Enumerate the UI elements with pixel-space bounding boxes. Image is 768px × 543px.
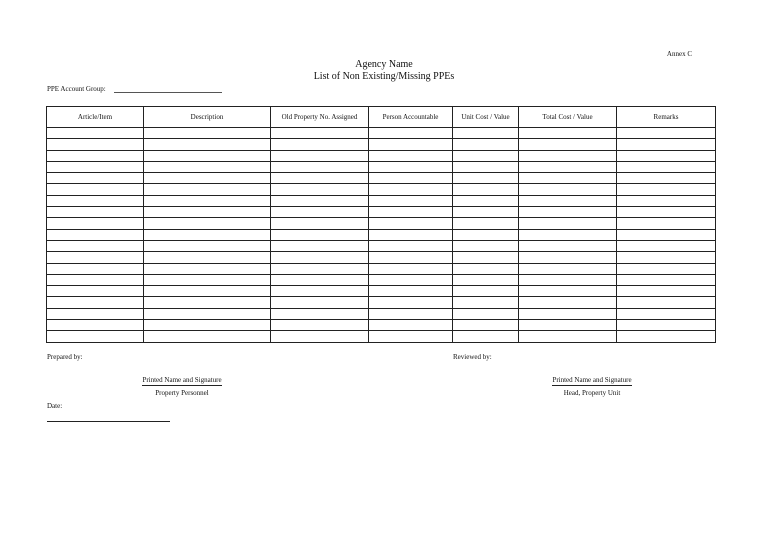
table-row [47,128,716,139]
table-row [47,184,716,195]
table-cell[interactable] [519,195,617,206]
table-cell[interactable] [519,128,617,139]
column-header: Person Accountable [369,107,453,128]
table-cell[interactable] [47,218,144,229]
table-cell[interactable] [519,139,617,150]
table-cell[interactable] [271,195,369,206]
table-cell[interactable] [271,128,369,139]
table-cell[interactable] [47,128,144,139]
title-block [0,59,768,83]
table-cell[interactable] [47,195,144,206]
table-row [47,308,716,319]
table-cell[interactable] [617,184,716,195]
date-label: Date: [47,402,63,410]
table-cell[interactable] [144,128,271,139]
table-cell[interactable] [144,320,271,331]
reviewed-by-signature [532,376,652,397]
prepared-by-role: Property Personnel [155,389,209,397]
table-cell[interactable] [47,150,144,161]
table-cell[interactable] [519,252,617,263]
table-cell[interactable] [453,252,519,263]
table-cell[interactable] [453,229,519,240]
table-cell[interactable] [519,263,617,274]
table-cell[interactable] [617,173,716,184]
table-cell[interactable] [271,308,369,319]
table-cell[interactable] [453,207,519,218]
table-cell[interactable] [369,308,453,319]
table-row [47,150,716,161]
table-cell[interactable] [271,139,369,150]
table-row [47,331,716,342]
table-cell[interactable] [271,263,369,274]
table-cell[interactable] [47,229,144,240]
table-cell[interactable] [144,274,271,285]
prepared-by-name-caption: Printed Name and Signature [142,376,222,384]
table-cell[interactable] [144,229,271,240]
table-cell[interactable] [519,161,617,172]
table-row [47,320,716,331]
prepared-by-signature [122,376,242,397]
table-row [47,195,716,206]
table-cell[interactable] [47,240,144,251]
table-cell[interactable] [144,195,271,206]
table-cell[interactable] [47,331,144,342]
table-cell[interactable] [369,150,453,161]
table-cell[interactable] [369,128,453,139]
table-cell[interactable] [369,331,453,342]
table-cell[interactable] [144,240,271,251]
table-cell[interactable] [453,128,519,139]
table-cell[interactable] [369,184,453,195]
table-cell[interactable] [369,173,453,184]
table-cell[interactable] [369,274,453,285]
table-cell[interactable] [369,320,453,331]
table-cell[interactable] [144,252,271,263]
table-cell[interactable] [369,207,453,218]
table-cell[interactable] [271,184,369,195]
table-cell[interactable] [617,331,716,342]
table-cell[interactable] [47,207,144,218]
table-cell[interactable] [144,184,271,195]
annex-label: Annex C [666,50,692,58]
table-cell[interactable] [519,308,617,319]
table-cell[interactable] [144,218,271,229]
table-cell[interactable] [617,128,716,139]
table-cell[interactable] [271,229,369,240]
table-cell[interactable] [453,173,519,184]
table-cell[interactable] [369,286,453,297]
table-cell[interactable] [369,195,453,206]
table-cell[interactable] [271,161,369,172]
table-cell[interactable] [271,286,369,297]
table-cell[interactable] [369,240,453,251]
table-row [47,161,716,172]
table-cell[interactable] [47,173,144,184]
table-cell[interactable] [144,161,271,172]
table-cell[interactable] [144,297,271,308]
table-cell[interactable] [453,184,519,195]
table-cell[interactable] [617,286,716,297]
reviewed-by-name-caption: Printed Name and Signature [552,376,632,384]
table-cell[interactable] [271,252,369,263]
account-group-label: PPE Account Group: [47,85,106,93]
table-cell[interactable] [144,331,271,342]
table-cell[interactable] [369,139,453,150]
table-row [47,297,716,308]
table-cell[interactable] [519,229,617,240]
table-cell[interactable] [271,150,369,161]
table-cell[interactable] [144,173,271,184]
table-cell[interactable] [453,286,519,297]
table-cell[interactable] [369,218,453,229]
reviewed-by-role: Head, Property Unit [563,389,621,397]
table-row [47,286,716,297]
table-cell[interactable] [144,286,271,297]
table-cell[interactable] [47,286,144,297]
table-row [47,229,716,240]
table-cell[interactable] [519,331,617,342]
table-cell[interactable] [453,297,519,308]
table-cell[interactable] [519,218,617,229]
table-row [47,252,716,263]
column-header: Article/Item [47,107,144,128]
table-cell[interactable] [144,263,271,274]
table-cell[interactable] [519,240,617,251]
table-header-row [47,107,716,128]
table-cell[interactable] [369,252,453,263]
table-cell[interactable] [617,240,716,251]
table-cell[interactable] [617,207,716,218]
table-row [47,173,716,184]
table-cell[interactable] [47,320,144,331]
table-cell[interactable] [271,240,369,251]
table-cell[interactable] [47,252,144,263]
table-cell[interactable] [453,150,519,161]
table-cell[interactable] [617,297,716,308]
table-cell[interactable] [47,308,144,319]
table-cell[interactable] [144,139,271,150]
table-cell[interactable] [144,150,271,161]
table-body [47,128,716,343]
table-cell[interactable] [369,161,453,172]
ppe-table [46,106,716,343]
table-cell[interactable] [617,139,716,150]
table-cell[interactable] [144,207,271,218]
reviewed-by-label: Reviewed by: [453,353,492,361]
prepared-by-label: Prepared by: [47,353,83,361]
table-cell[interactable] [519,173,617,184]
document-title: List of Non Existing/Missing PPEs [313,71,455,82]
table-cell[interactable] [519,320,617,331]
table-cell[interactable] [369,229,453,240]
column-header: Description [144,107,271,128]
table-cell[interactable] [453,240,519,251]
table-cell[interactable] [271,297,369,308]
table-cell[interactable] [453,161,519,172]
agency-name: Agency Name [355,59,413,70]
table-cell[interactable] [617,308,716,319]
table-cell[interactable] [271,331,369,342]
table-cell[interactable] [519,297,617,308]
table-cell[interactable] [519,184,617,195]
table-row [47,139,716,150]
column-header: Total Cost / Value [519,107,617,128]
table-cell[interactable] [271,320,369,331]
table-cell[interactable] [47,139,144,150]
table-cell[interactable] [617,274,716,285]
table-cell[interactable] [144,308,271,319]
table-cell[interactable] [47,161,144,172]
table-cell[interactable] [47,297,144,308]
table-cell[interactable] [617,195,716,206]
table-cell[interactable] [369,297,453,308]
table-cell[interactable] [47,274,144,285]
table-cell[interactable] [519,286,617,297]
table-cell[interactable] [453,139,519,150]
table-cell[interactable] [617,161,716,172]
column-header: Old Property No. Assigned [271,107,369,128]
table-cell[interactable] [453,274,519,285]
table-cell[interactable] [47,263,144,274]
table-cell[interactable] [519,207,617,218]
table-cell[interactable] [617,320,716,331]
table-cell[interactable] [519,150,617,161]
account-group-row [47,85,222,93]
column-header: Remarks [617,107,716,128]
table-cell[interactable] [453,331,519,342]
table-row [47,240,716,251]
date-field[interactable] [47,421,170,422]
table-cell[interactable] [271,218,369,229]
table-cell[interactable] [453,218,519,229]
table-cell[interactable] [453,195,519,206]
table-cell[interactable] [453,308,519,319]
table-cell[interactable] [271,173,369,184]
table-cell[interactable] [453,263,519,274]
table-cell[interactable] [453,320,519,331]
table-cell[interactable] [271,274,369,285]
column-header: Unit Cost / Value [453,107,519,128]
table-row [47,263,716,274]
account-group-field[interactable] [114,85,222,93]
table-cell[interactable] [271,207,369,218]
table-cell[interactable] [617,229,716,240]
table-cell[interactable] [47,184,144,195]
table-cell[interactable] [519,274,617,285]
table-cell[interactable] [617,263,716,274]
table-cell[interactable] [369,263,453,274]
table-row [47,207,716,218]
table-cell[interactable] [617,252,716,263]
table-cell[interactable] [617,218,716,229]
table-row [47,218,716,229]
table-cell[interactable] [617,150,716,161]
table-row [47,274,716,285]
